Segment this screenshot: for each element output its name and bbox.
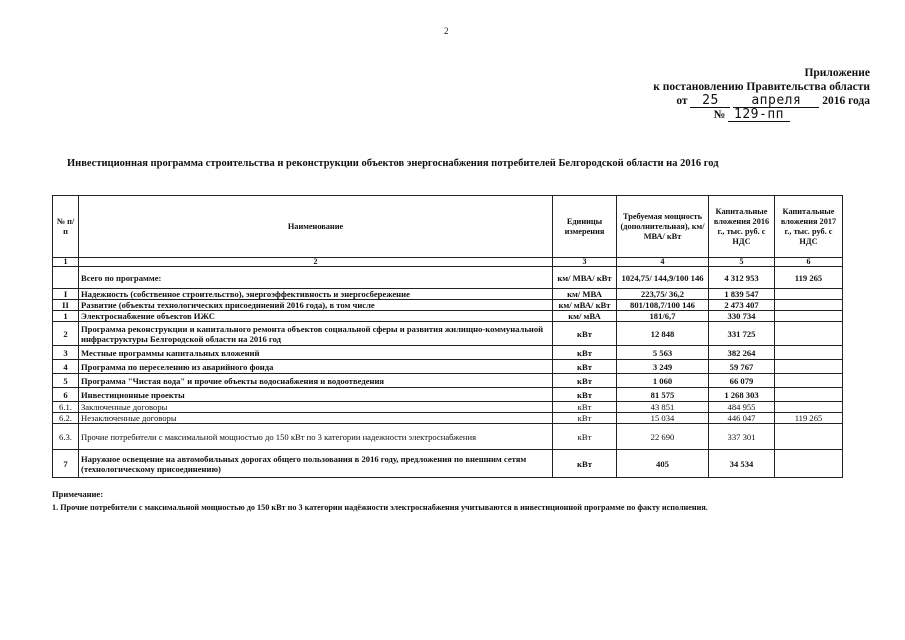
row-cap2017 — [775, 388, 843, 402]
row-power: 15 034 — [617, 413, 709, 424]
appendix-number — [540, 108, 870, 122]
row-cap2017: 119 265 — [775, 413, 843, 424]
col-number: 1 — [53, 258, 79, 267]
row-cap2016: 484 955 — [709, 402, 775, 413]
number-prefix: № — [713, 109, 726, 121]
header-cap2016: Капитальные вложения 2016 г., тыс. руб. с НДС — [709, 196, 775, 258]
row-name: Всего по программе: — [79, 267, 553, 289]
row-unit: кВт — [553, 450, 617, 478]
row-name: Заключенные договоры — [79, 402, 553, 413]
row-cap2016: 382 264 — [709, 346, 775, 360]
column-number-row — [53, 258, 843, 267]
row-cap2017 — [775, 360, 843, 374]
row-cap2016: 337 301 — [709, 424, 775, 450]
row-power: 22 690 — [617, 424, 709, 450]
row-cap2017 — [775, 322, 843, 346]
table-row — [53, 374, 843, 388]
row-cap2016: 2 473 407 — [709, 300, 775, 311]
row-power: 5 563 — [617, 346, 709, 360]
row-name: Программа по переселению из аварийного фонда — [79, 360, 553, 374]
table-row — [53, 450, 843, 478]
row-cap2017 — [775, 402, 843, 413]
col-number: 5 — [709, 258, 775, 267]
table-row — [53, 322, 843, 346]
row-name: Местные программы капитальных вложений — [79, 346, 553, 360]
row-unit: кВт — [553, 360, 617, 374]
header-power: Требуемая мощность (дополнительная), км/ МВА/ кВт — [617, 196, 709, 258]
row-unit: кВт — [553, 346, 617, 360]
header-name: Наименование — [79, 196, 553, 258]
row-unit: км/ МВА/ кВт — [553, 267, 617, 289]
appendix-subtitle: к постановлению Правительства области — [653, 81, 870, 93]
col-number: 4 — [617, 258, 709, 267]
row-cap2016: 331 725 — [709, 322, 775, 346]
row-power: 223,75/ 36,2 — [617, 289, 709, 300]
row-name: Надежность (собственное строительство), энергоэффективность и энергосбережение — [79, 289, 553, 300]
date-year: 2016 года — [822, 95, 870, 107]
row-power: 3 249 — [617, 360, 709, 374]
row-cap2016: 66 079 — [709, 374, 775, 388]
row-unit: кВт — [553, 424, 617, 450]
row-no: 2 — [53, 322, 79, 346]
row-no: 3 — [53, 346, 79, 360]
row-unit: км/ МВА — [553, 289, 617, 300]
row-cap2017 — [775, 450, 843, 478]
row-cap2017 — [775, 289, 843, 300]
row-cap2016: 4 312 953 — [709, 267, 775, 289]
row-name: Наружное освещение на автомобильных дорогах общего пользования в 2016 году, предложения по внешним сетям (технологическому присоединению) — [79, 450, 553, 478]
header-row — [53, 196, 843, 258]
header-no: № п/п — [53, 196, 79, 258]
page-number: 2 — [444, 26, 449, 36]
row-power: 12 848 — [617, 322, 709, 346]
appendix-date — [540, 94, 870, 108]
row-power: 405 — [617, 450, 709, 478]
date-month: апреля — [733, 95, 819, 108]
row-name: Развитие (объекты технологических присоединений 2016 года), в том числе — [79, 300, 553, 311]
row-name: Электроснабжение объектов ИЖС — [79, 311, 553, 322]
table-row — [53, 346, 843, 360]
row-cap2016: 1 839 547 — [709, 289, 775, 300]
row-unit: кВт — [553, 413, 617, 424]
table-row — [53, 289, 843, 300]
investment-table — [52, 195, 843, 478]
row-cap2016: 446 047 — [709, 413, 775, 424]
row-power: 181/6,7 — [617, 311, 709, 322]
table-row — [53, 311, 843, 322]
row-no: 4 — [53, 360, 79, 374]
row-unit: кВт — [553, 322, 617, 346]
col-number: 2 — [79, 258, 553, 267]
row-name: Программа реконструкции и капитального ремонта объектов социальной сферы и развития жилищно-коммунальной инфраструктуры Белгородской области на 2016 год — [79, 322, 553, 346]
row-unit: кВт — [553, 402, 617, 413]
row-cap2017 — [775, 374, 843, 388]
row-name: Инвестиционные проекты — [79, 388, 553, 402]
col-number: 6 — [775, 258, 843, 267]
note-text: 1. Прочие потребители с максимальной мощностью до 150 кВт по 3 категории надёжности электроснабжения учитываются в инвестиционной программе по факту исполнения. — [52, 503, 708, 512]
row-no: I — [53, 289, 79, 300]
row-cap2016: 34 534 — [709, 450, 775, 478]
row-no: 5 — [53, 374, 79, 388]
row-unit: км/ мВА — [553, 311, 617, 322]
appendix-block — [540, 66, 870, 122]
table-row — [53, 402, 843, 413]
row-no: II — [53, 300, 79, 311]
row-name: Прочие потребители с максимальной мощностью до 150 кВт по 3 категории надежности электроснабжения — [79, 424, 553, 450]
row-cap2016: 1 268 303 — [709, 388, 775, 402]
row-no: 6.3. — [53, 424, 79, 450]
row-name: Программа "Чистая вода" и прочие объекты водоснабжения и водоотведения — [79, 374, 553, 388]
date-day: 25 — [690, 95, 730, 108]
row-power: 1024,75/ 144,9/100 146 — [617, 267, 709, 289]
table-row — [53, 424, 843, 450]
note-title: Примечание: — [52, 489, 104, 499]
row-no: 6 — [53, 388, 79, 402]
row-unit: кВт — [553, 388, 617, 402]
row-power: 1 060 — [617, 374, 709, 388]
row-no: 6.2. — [53, 413, 79, 424]
appendix-title: Приложение — [804, 67, 870, 79]
row-unit: кВт — [553, 374, 617, 388]
row-cap2016: 59 767 — [709, 360, 775, 374]
date-prefix: от — [676, 95, 688, 107]
col-number: 3 — [553, 258, 617, 267]
decree-number: 129-пп — [728, 109, 790, 122]
document-title: Инвестиционная программа строительства и реконструкции объектов энергоснабжения потребителей Белгородской области на 2016 год — [67, 158, 719, 169]
row-cap2016: 330 734 — [709, 311, 775, 322]
row-no: 1 — [53, 311, 79, 322]
row-no: 6.1. — [53, 402, 79, 413]
header-unit: Единицы измерения — [553, 196, 617, 258]
table-row — [53, 360, 843, 374]
row-no: 7 — [53, 450, 79, 478]
row-cap2017: 119 265 — [775, 267, 843, 289]
table-row-total — [53, 267, 843, 289]
row-cap2017 — [775, 424, 843, 450]
row-cap2017 — [775, 300, 843, 311]
row-name: Незаключенные договоры — [79, 413, 553, 424]
table-row — [53, 300, 843, 311]
row-power: 43 851 — [617, 402, 709, 413]
table-row — [53, 388, 843, 402]
row-power: 81 575 — [617, 388, 709, 402]
header-cap2017: Капитальные вложения 2017 г., тыс. руб. с НДС — [775, 196, 843, 258]
table-row — [53, 413, 843, 424]
row-power: 801/108,7/100 146 — [617, 300, 709, 311]
row-no — [53, 267, 79, 289]
row-cap2017 — [775, 311, 843, 322]
row-cap2017 — [775, 346, 843, 360]
row-unit: км/ мВА/ кВт — [553, 300, 617, 311]
